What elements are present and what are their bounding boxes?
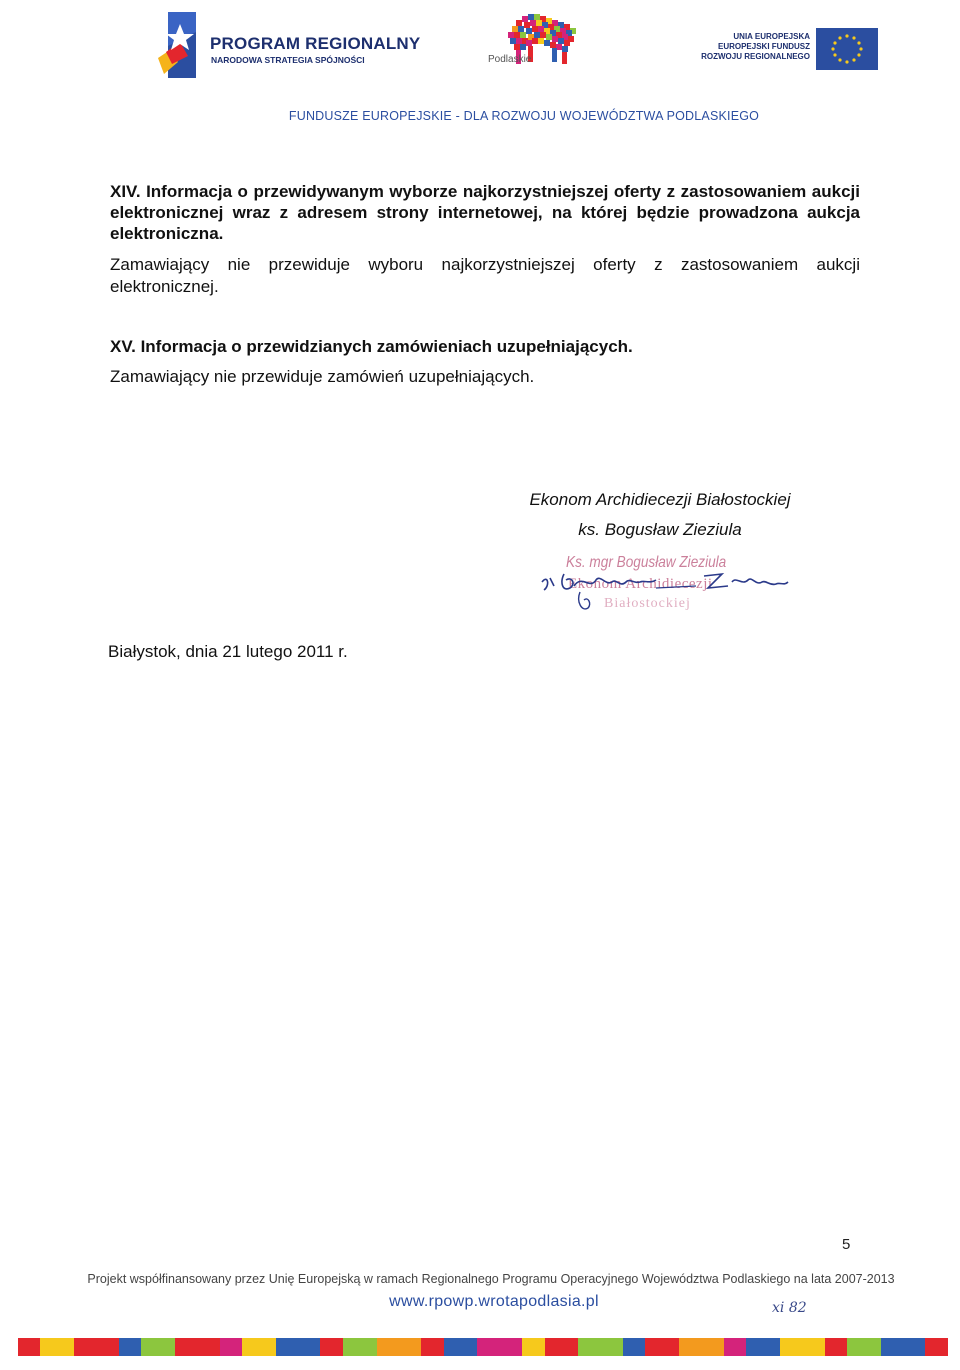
color-strip-segment <box>477 1338 522 1356</box>
color-strip-segment <box>825 1338 847 1356</box>
color-strip-segment <box>679 1338 724 1356</box>
color-strip-segment <box>925 1338 947 1356</box>
color-strip-segment <box>623 1338 645 1356</box>
eu-text <box>701 32 810 62</box>
section-xiv-body: Zamawiający nie przewiduje wyboru najkorzystniejszej oferty z zastosowaniem aukcji elektronicznej. <box>110 255 860 296</box>
color-strip-segment <box>377 1338 422 1356</box>
official-stamp <box>536 552 796 628</box>
color-strip-segment <box>545 1338 579 1356</box>
program-subtitle: NARODOWA STRATEGIA SPÓJNOŚCI <box>211 55 365 65</box>
color-strip-segment <box>746 1338 780 1356</box>
handwritten-note: xi 82 <box>772 1300 807 1316</box>
place-and-date: Białystok, dnia 21 lutego 2011 r. <box>108 642 348 661</box>
color-strip-segment <box>421 1338 443 1356</box>
handwritten-signature <box>536 552 796 628</box>
signer-name: ks. Bogusław Zieziula <box>578 520 742 539</box>
color-strip-segment <box>175 1338 220 1356</box>
section-xiv-heading: XIV. Informacja o przewidywanym wyborze najkorzystniejszej oferty z zastosowaniem aukcji elektronicznej wraz z adresem strony internetowej, na której będzie prowadzona aukcja elektroniczna. <box>110 182 860 243</box>
color-strip-segment <box>74 1338 119 1356</box>
color-strip-segment <box>522 1338 544 1356</box>
color-strip-segment <box>119 1338 141 1356</box>
footer-cofinancing-text: Projekt współfinansowany przez Unię Europejską w ramach Regionalnego Programu Operacyjnego Województwa Podlaskiego na lata 2007-2013 <box>87 1272 895 1286</box>
color-strip-segment <box>724 1338 746 1356</box>
signer-title: Ekonom Archidiecezji Białostockiej <box>529 490 791 509</box>
eu-flag-icon <box>816 28 878 70</box>
stamp-line1: Ks. mgr Bogusław Zieziula <box>566 554 727 571</box>
color-strip-segment <box>18 1338 40 1356</box>
header-tagline: FUNDUSZE EUROPEJSKIE - DLA ROZWOJU WOJEWÓDZTWA PODLASKIEGO <box>288 109 760 123</box>
stamp-line3: Białostockiej <box>604 596 691 611</box>
stamp-line2: Ekonom Archidiecezji <box>568 576 713 592</box>
color-strip-segment <box>276 1338 321 1356</box>
color-strip-segment <box>645 1338 679 1356</box>
program-regionalny-logo <box>158 12 421 78</box>
color-strip-segment <box>40 1338 74 1356</box>
color-strip-segment <box>320 1338 342 1356</box>
color-strip-segment <box>242 1338 276 1356</box>
color-strip-segment <box>343 1338 377 1356</box>
footer-url: www.rpowp.wrotapodlasia.pl <box>389 1293 599 1310</box>
color-strip-segment <box>847 1338 881 1356</box>
eu-text-line1: UNIA EUROPEJSKA <box>733 32 810 41</box>
footer-color-strip <box>18 1338 948 1356</box>
page-number: 5 <box>842 1236 851 1253</box>
section-xv-heading: XV. Informacja o przewidzianych zamówieniach uzupełniających. <box>110 337 633 356</box>
section-xv-body: Zamawiający nie przewiduje zamówień uzupełniających. <box>110 367 535 386</box>
color-strip-segment <box>141 1338 175 1356</box>
podlaskie-logo <box>488 12 588 70</box>
eu-text-line3: ROZWOJU REGIONALNEGO <box>701 52 810 61</box>
color-strip-segment <box>578 1338 623 1356</box>
program-title: PROGRAM REGIONALNY <box>210 34 421 53</box>
color-strip-segment <box>220 1338 242 1356</box>
color-strip-segment <box>780 1338 825 1356</box>
color-strip-segment <box>881 1338 926 1356</box>
podlaskie-label: Podlaskie <box>488 54 532 65</box>
eu-text-line2: EUROPEJSKI FUNDUSZ <box>717 42 810 51</box>
eu-logo <box>700 26 880 72</box>
color-strip-segment <box>444 1338 478 1356</box>
program-flag-icon <box>158 12 198 78</box>
